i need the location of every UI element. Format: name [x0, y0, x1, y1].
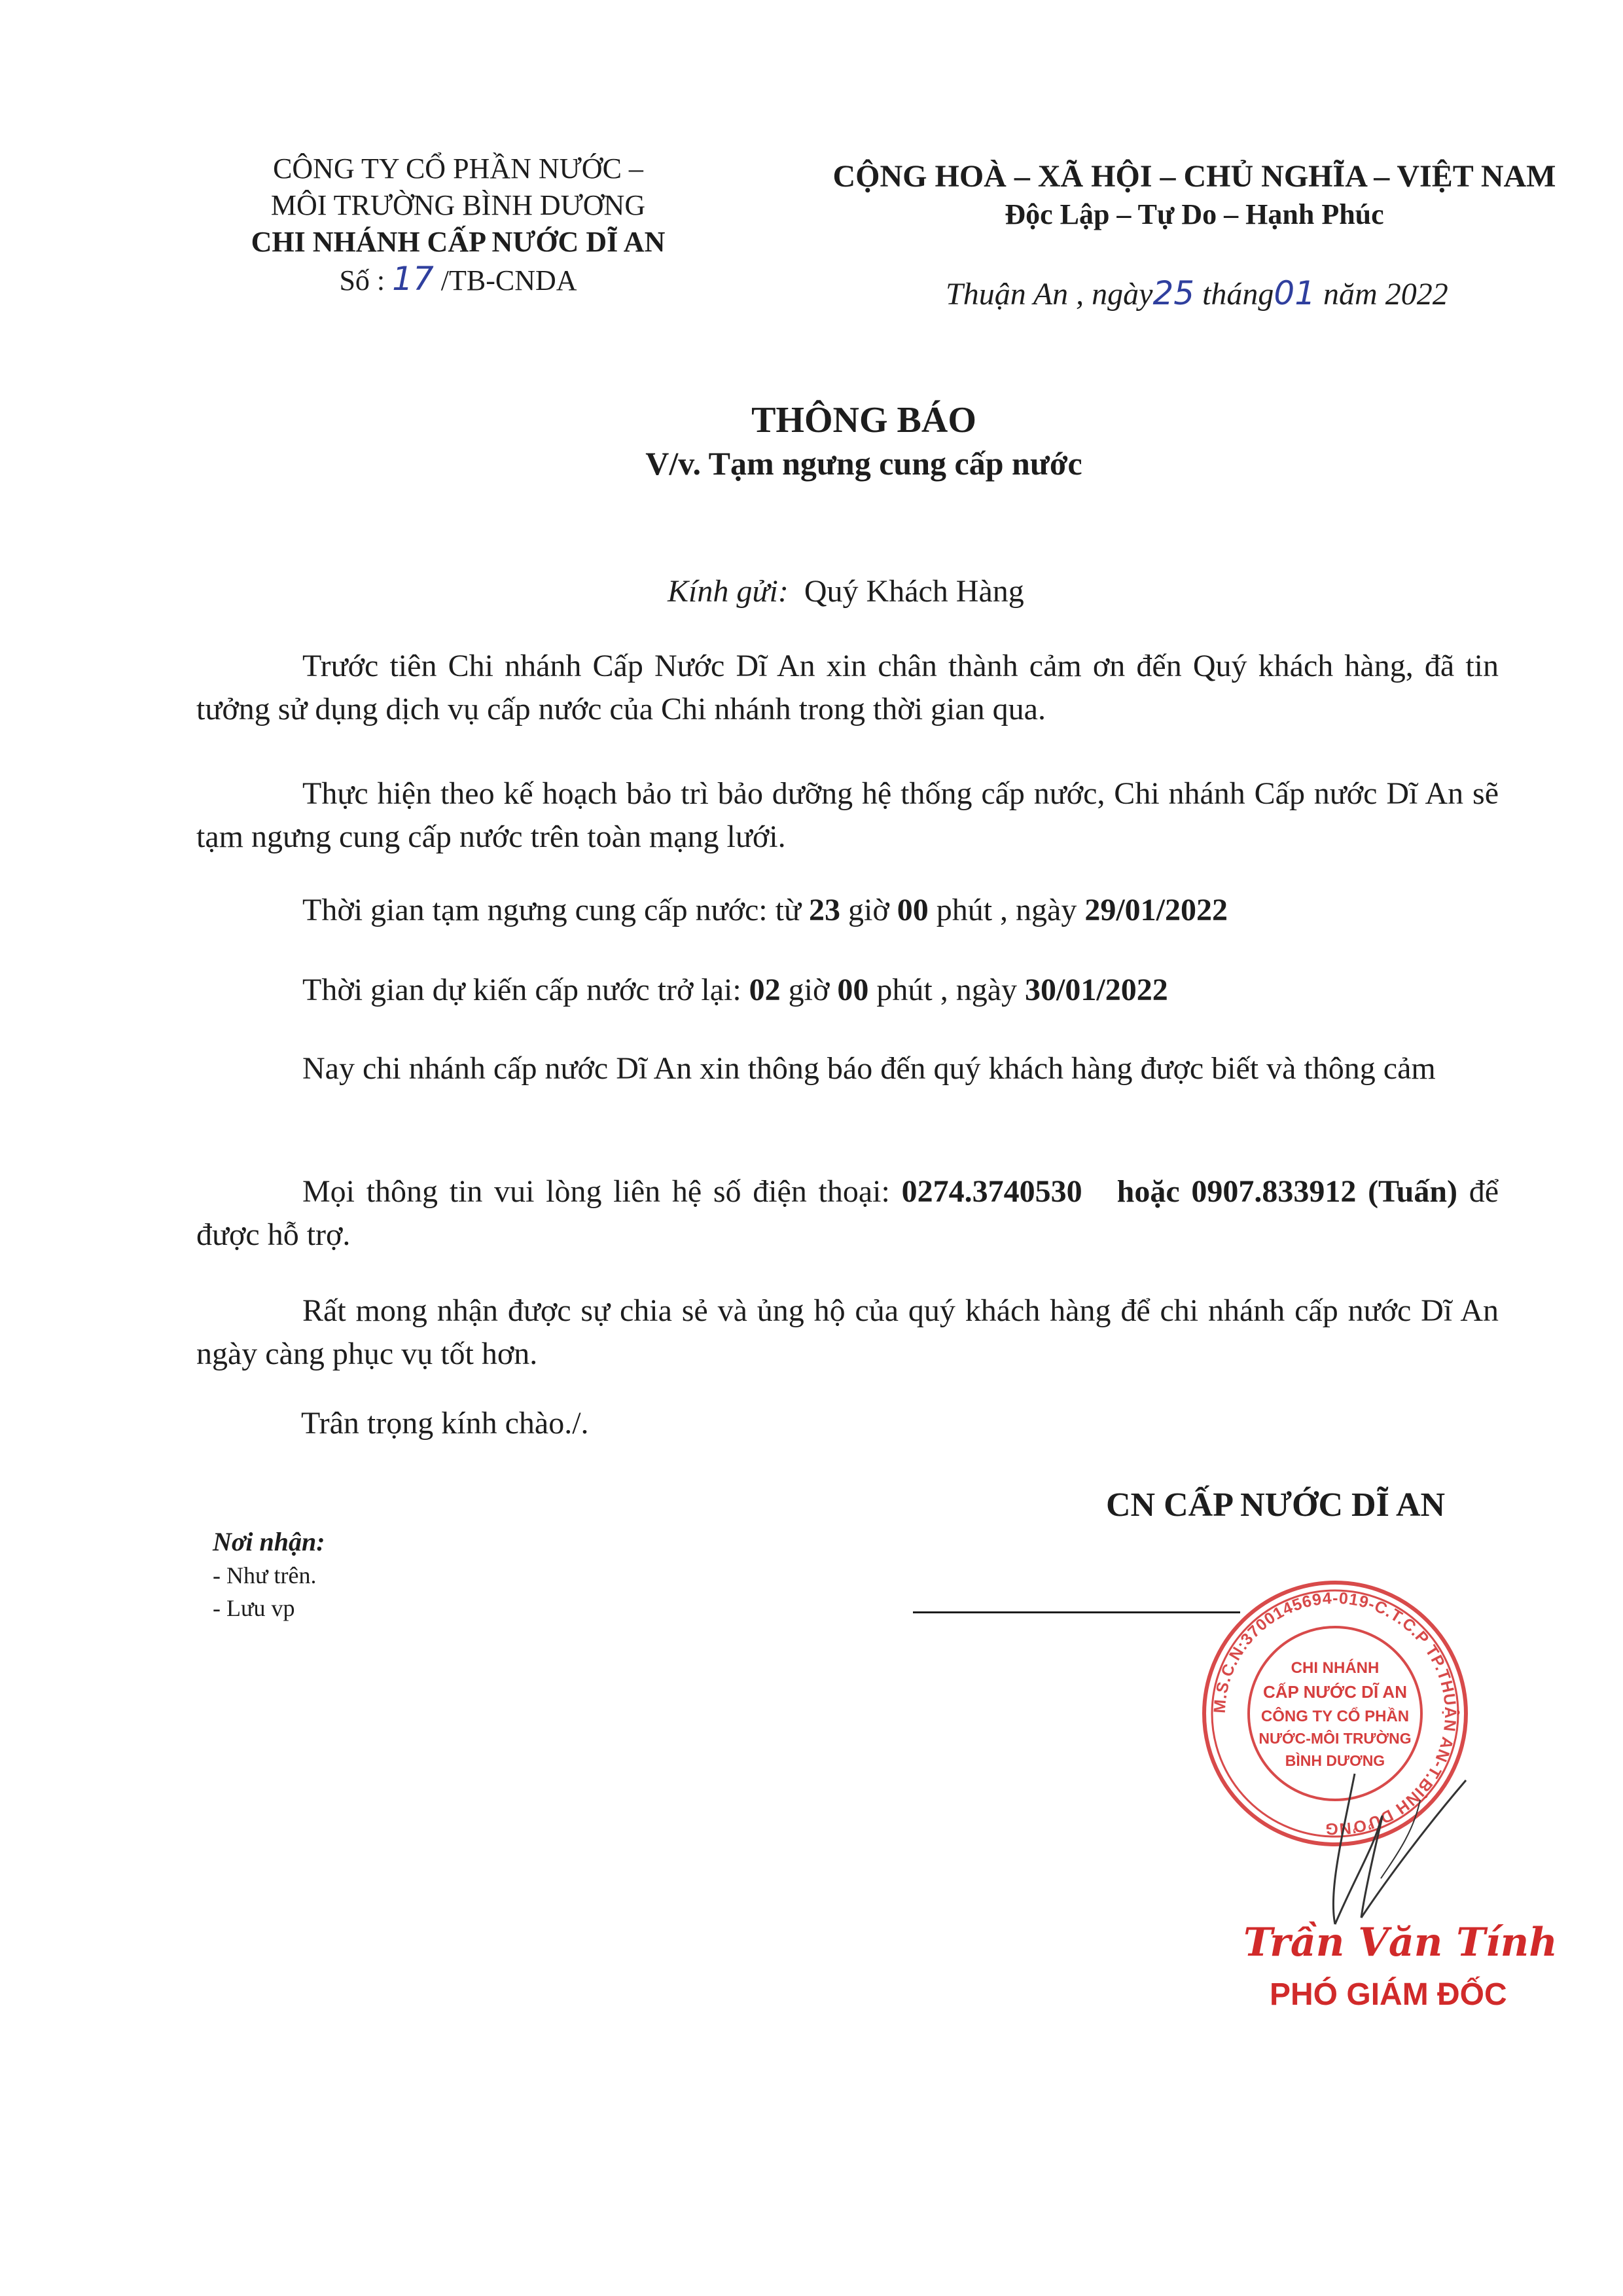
recipients-label: Nơi nhận:	[213, 1527, 325, 1556]
paragraph-stop-time: Thời gian tạm ngưng cung cấp nước: từ 23 giờ 00 phút , ngày 29/01/2022	[302, 893, 1228, 927]
title-block	[0, 398, 1623, 484]
greeting	[668, 572, 1024, 611]
signer-position: PHÓ GIÁM ĐỐC	[1270, 1977, 1507, 2012]
paragraph-resume-time: Thời gian dự kiến cấp nước trở lại: 02 giờ 00 phút , ngày 30/01/2022	[302, 973, 1168, 1007]
document-number: Số : 17 /TB-CNDA	[339, 260, 577, 298]
greeting-label: Kính gửi:	[668, 574, 789, 609]
paragraph-notice: Nay chi nhánh cấp nước Dĩ An xin thông báo đến quý khách hàng được biết và thông cảm	[302, 1051, 1436, 1086]
stamp-line: CẤP NƯỚC DĨ AN	[1263, 1682, 1407, 1702]
page-subject: V/v. Tạm ngưng cung cấp nước	[645, 445, 1082, 482]
stamp-line: NƯỚC-MÔI TRƯỜNG	[1258, 1730, 1412, 1747]
greeting-recipient: Quý Khách Hàng	[804, 574, 1024, 609]
signature-org: CN CẤP NƯỚC DĨ AN	[1106, 1486, 1446, 1524]
document-date: Thuận An , ngày25 tháng01 năm 2022	[946, 274, 1448, 312]
date-day-handwritten: 25	[1152, 274, 1195, 312]
signature-stroke	[1381, 1800, 1420, 1878]
page-title: THÔNG BÁO	[751, 400, 976, 440]
signature-stroke	[1361, 1780, 1466, 1918]
company-name-line1: CÔNG TY CỔ PHẦN NƯỚC –	[273, 152, 643, 185]
closing-text: Trân trọng kính chào./.	[301, 1406, 589, 1441]
paragraph-contact: Mọi thông tin vui lòng liên hệ số điện thoại: 0274.3740530 hoặc 0907.833912 (Tuấn) để được hỗ trợ.	[196, 1174, 1499, 1252]
signature-stroke	[1333, 1774, 1355, 1924]
paragraph-appreciation: Rất mong nhận được sự chia sẻ và ủng hộ của quý khách hàng để chi nhánh cấp nước Dĩ An ngày càng phục vụ tốt hơn.	[196, 1293, 1499, 1371]
branch-name: CHI NHÁNH CẤP NƯỚC DĨ AN	[251, 226, 666, 258]
recipients-item: - Lưu vp	[213, 1595, 295, 1621]
document-number-handwritten: 17	[392, 260, 434, 298]
national-motto-line2: Độc Lập – Tự Do – Hạnh Phúc	[1005, 198, 1384, 230]
company-header	[177, 151, 740, 299]
date-month-handwritten: 01	[1274, 274, 1316, 312]
contact-phone-2: 0907.833912	[1191, 1174, 1357, 1209]
paragraph-thanks: Trước tiên Chi nhánh Cấp Nước Dĩ An xin chân thành cảm ơn đến Quý khách hàng, đã tin tưởng sử dụng dịch vụ cấp nước của Chi nhánh trong thời gian qua.	[196, 649, 1499, 726]
paragraph-maintenance: Thực hiện theo kế hoạch bảo trì bảo dưỡng hệ thống cấp nước, Chi nhánh Cấp nước Dĩ An sẽ tạm ngưng cung cấp nước trên toàn mạng lưới.	[196, 776, 1499, 854]
stamp-outer-text: M.S.C.N:3700145694-019-C.T.C.P TP.THUẬN AN-T.BÌNH DƯƠNG	[1210, 1588, 1460, 1839]
national-motto-line1: CỘNG HOÀ – XÃ HỘI – CHỦ NGHĨA – VIỆT NAM	[832, 159, 1556, 194]
stamp-line: CÔNG TY CỔ PHẦN	[1260, 1708, 1410, 1725]
stamp-line: CHI NHÁNH	[1291, 1659, 1380, 1677]
recipients-item: - Như trên.	[213, 1562, 317, 1588]
stamp-line: BÌNH DƯƠNG	[1285, 1752, 1385, 1769]
signature-line	[913, 1611, 1240, 1613]
signer-name: Trần Văn Tính	[1243, 1920, 1558, 1965]
contact-person: (Tuấn)	[1368, 1174, 1458, 1209]
national-header	[785, 157, 1603, 233]
recipients-block	[213, 1525, 325, 1624]
contact-phone-1: 0274.3740530	[901, 1174, 1082, 1209]
company-name-line2: MÔI TRƯỜNG BÌNH DƯƠNG	[270, 189, 646, 221]
